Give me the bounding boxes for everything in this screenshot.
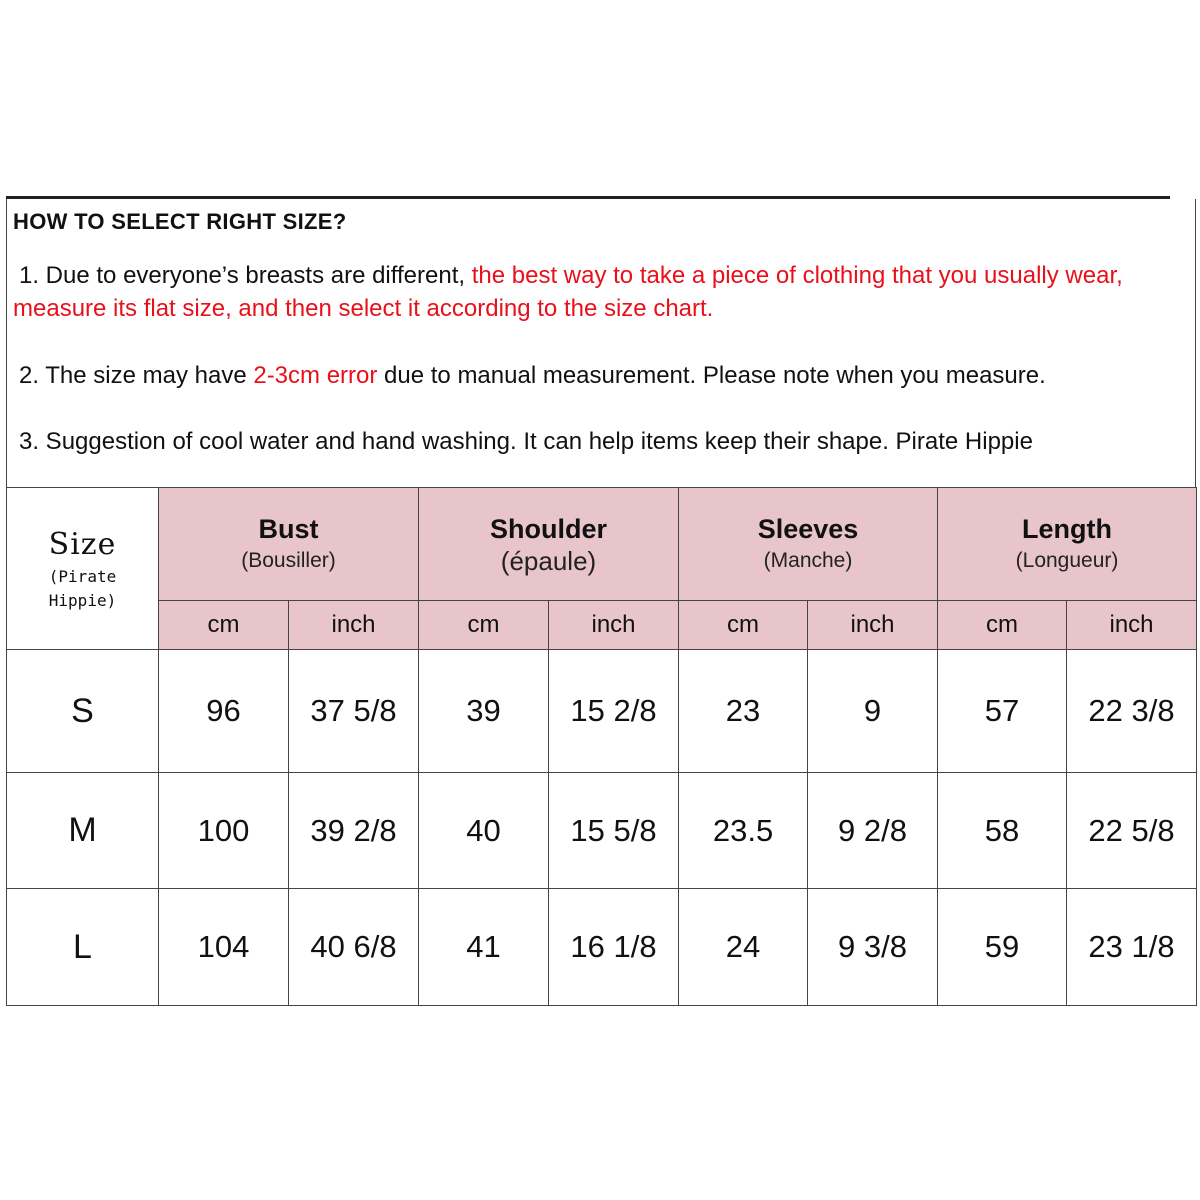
unit-header: cm: [679, 601, 808, 650]
table-cell: 23: [679, 650, 808, 773]
note-1: [13, 259, 1183, 325]
table-cell: 41: [419, 889, 549, 1006]
table-cell: 104: [159, 889, 289, 1006]
note-3: 3. Suggestion of cool water and hand washing. It can help items keep their shape. Pirate Hippie: [19, 428, 1033, 455]
size-label: L: [7, 889, 159, 1006]
group-sub: (Bousiller): [241, 549, 336, 572]
table-row: [7, 650, 1197, 773]
table-cell: 22 3/8: [1067, 650, 1197, 773]
table-cell: 23 1/8: [1067, 889, 1197, 1006]
group-header-bust: [159, 488, 419, 601]
unit-header: cm: [938, 601, 1067, 650]
group-name: Shoulder: [490, 514, 608, 544]
table-cell: 40: [419, 773, 549, 889]
table-cell: 9 2/8: [808, 773, 938, 889]
table-cell: 15 5/8: [549, 773, 679, 889]
group-header-length: [938, 488, 1197, 601]
group-header-sleeves: [679, 488, 938, 601]
table-cell: 96: [159, 650, 289, 773]
table-cell: 59: [938, 889, 1067, 1006]
group-name: Bust: [258, 514, 319, 544]
table-cell: 39 2/8: [289, 773, 419, 889]
size-header-label: Size: [48, 526, 117, 562]
table-row: [7, 889, 1197, 1006]
table-cell: 16 1/8: [549, 889, 679, 1006]
group-sub: (épaule): [500, 546, 597, 576]
unit-header: inch: [289, 601, 419, 650]
table-cell: 58: [938, 773, 1067, 889]
group-header-shoulder: [419, 488, 679, 601]
note-1-text: 1. Due to everyone’s breasts are different,: [19, 262, 472, 289]
table-cell: 39: [419, 650, 549, 773]
notes-title: HOW TO SELECT RIGHT SIZE?: [13, 209, 347, 234]
size-header-sub: (Pirate Hippie): [48, 566, 117, 610]
size-label: M: [7, 773, 159, 889]
table-cell: 24: [679, 889, 808, 1006]
note-2: [19, 359, 1046, 392]
unit-header: inch: [1067, 601, 1197, 650]
note-2-highlight: 2-3cm error: [253, 362, 378, 389]
note-1-highlight: the best way to take a piece of clothing that you usually wear, measure its flat size, and then select it according to the size chart.: [13, 262, 1123, 322]
size-label: S: [7, 650, 159, 773]
size-chart-table: [6, 487, 1197, 1006]
group-sub: (Manche): [763, 549, 853, 572]
note-2-text-a: 2. The size may have: [19, 362, 254, 389]
group-name: Length: [1022, 514, 1113, 544]
size-guide-notes: [6, 199, 1196, 487]
table-cell: 37 5/8: [289, 650, 419, 773]
group-name: Sleeves: [757, 514, 859, 544]
unit-header: inch: [549, 601, 679, 650]
group-sub: (Longueur): [1015, 549, 1119, 572]
table-cell: 22 5/8: [1067, 773, 1197, 889]
table-cell: 23.5: [679, 773, 808, 889]
unit-header: cm: [419, 601, 549, 650]
table-cell: 9: [808, 650, 938, 773]
note-2-text-b: due to manual measurement. Please note when you measure.: [377, 362, 1046, 389]
unit-header: cm: [159, 601, 289, 650]
table-cell: 15 2/8: [549, 650, 679, 773]
unit-header: inch: [808, 601, 938, 650]
table-row: [7, 773, 1197, 889]
size-header-cell: [7, 488, 159, 650]
table-cell: 57: [938, 650, 1067, 773]
table-cell: 40 6/8: [289, 889, 419, 1006]
table-cell: 100: [159, 773, 289, 889]
table-cell: 9 3/8: [808, 889, 938, 1006]
